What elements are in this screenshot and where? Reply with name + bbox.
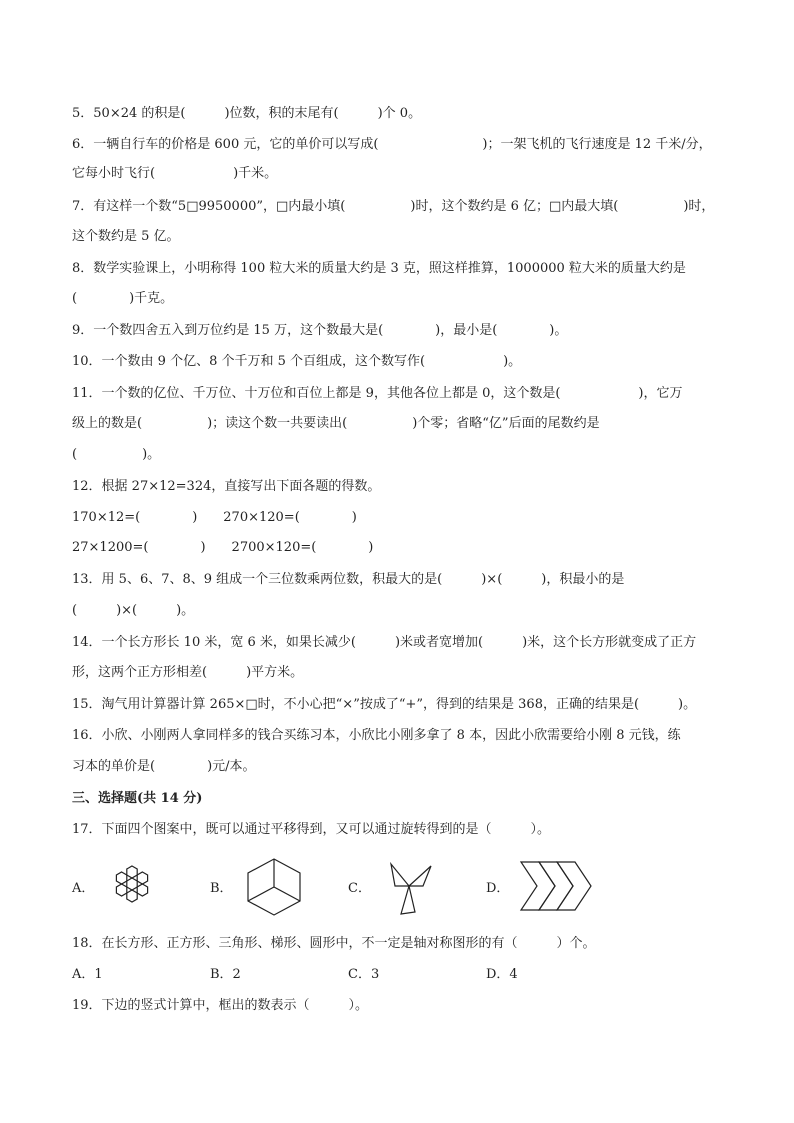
question-7-line-1: 7．有这样一个数“5□9950000”，□内最小填( )时，这个数约是 6 亿；□内最大填( )时，	[72, 199, 715, 214]
question-12-row-2: 27×1200=( ) 2700×120=( )	[72, 540, 374, 555]
question-11-line-3: ( )。	[72, 447, 161, 462]
question-14-line-2: 形，这两个正方形相差( )平方米。	[72, 665, 304, 680]
question-12-row-1: 170×12=( ) 270×120=( )	[72, 510, 357, 525]
question-19: 19．下边的竖式计算中，框出的数表示（ ）。	[72, 998, 369, 1013]
option-label: B．	[210, 880, 233, 896]
hexagon-cluster-figure	[102, 856, 162, 916]
q17-option-c[interactable]	[348, 856, 439, 916]
question-13-line-1: 13．用 5、6、7、8、9 组成一个三位数乘两位数，积最大的是( )×( )，积最小的是	[72, 572, 625, 587]
question-6-line-2: 它每小时飞行( )千米。	[72, 166, 278, 181]
question-12: 12．根据 27×12=324，直接写出下面各题的得数。	[72, 479, 381, 494]
q18-option-d[interactable]: D．4	[486, 967, 518, 982]
option-label: A．	[72, 880, 95, 896]
question-14-line-1: 14．一个长方形长 10 米，宽 6 米，如果长减少( )米或者宽增加( )米，这个长方形就变成了正方	[72, 635, 697, 650]
q18-option-b[interactable]: B．2	[210, 967, 241, 982]
question-10: 10．一个数由 9 个亿、8 个千万和 5 个百组成，这个数写作( )。	[72, 354, 522, 369]
section-title: 三、选择题(共 14 分)	[72, 791, 203, 806]
question-7-line-2: 这个数约是 5 亿。	[72, 229, 180, 244]
question-8-line-2: ( )千克。	[72, 291, 174, 306]
q18-option-a[interactable]: A．1	[72, 967, 103, 982]
chevron-arrows-figure	[517, 856, 597, 916]
q17-option-d[interactable]	[486, 856, 597, 916]
question-17: 17．下面四个图案中，既可以通过平移得到，又可以通过旋转得到的是（ ）。	[72, 822, 551, 837]
q18-option-c[interactable]: C．3	[348, 967, 380, 982]
q17-option-a[interactable]	[72, 856, 162, 916]
question-16-line-2: 习本的单价是( )元/本。	[72, 759, 256, 774]
pinwheel-figure	[379, 856, 439, 916]
question-13-line-2: ( )×( )。	[72, 603, 195, 618]
question-5: 5．50×24 的积是( )位数，积的末尾有( )个 0。	[72, 106, 422, 121]
option-label: C．	[348, 880, 371, 896]
cube-hexagon-figure	[241, 856, 307, 916]
q17-option-b[interactable]	[210, 856, 307, 916]
question-16-line-1: 16．小欣、小刚两人拿同样多的钱合买练习本，小欣比小刚多拿了 8 本，因此小欣需要给小刚 8 元钱，练	[72, 728, 681, 743]
question-8-line-1: 8．数学实验课上，小明称得 100 粒大米的质量大约是 3 克，照这样推算，1000000 粒大米的质量大约是	[72, 261, 686, 276]
question-11-line-2: 级上的数是( )；读这个数一共要读出( )个零；省略“亿”后面的尾数约是	[72, 416, 600, 431]
question-9: 9．一个数四舍五入到万位约是 15 万，这个数最大是( )，最小是( )。	[72, 323, 568, 338]
option-label: D．	[486, 880, 510, 896]
question-18: 18．在长方形、正方形、三角形、梯形、圆形中，不一定是轴对称图形的有（ ）个。	[72, 936, 596, 951]
question-11-line-1: 11．一个数的亿位、千万位、十万位和百位上都是 9，其他各位上都是 0，这个数是( )，它万	[72, 386, 683, 401]
question-15: 15．淘气用计算器计算 265×□时，不小心把“×”按成了“+”，得到的结果是 368，正确的结果是( )。	[72, 697, 697, 712]
question-6-line-1: 6．一辆自行车的价格是 600 元，它的单价可以写成( )；一架飞机的飞行速度是 12 千米/分，	[72, 137, 712, 152]
